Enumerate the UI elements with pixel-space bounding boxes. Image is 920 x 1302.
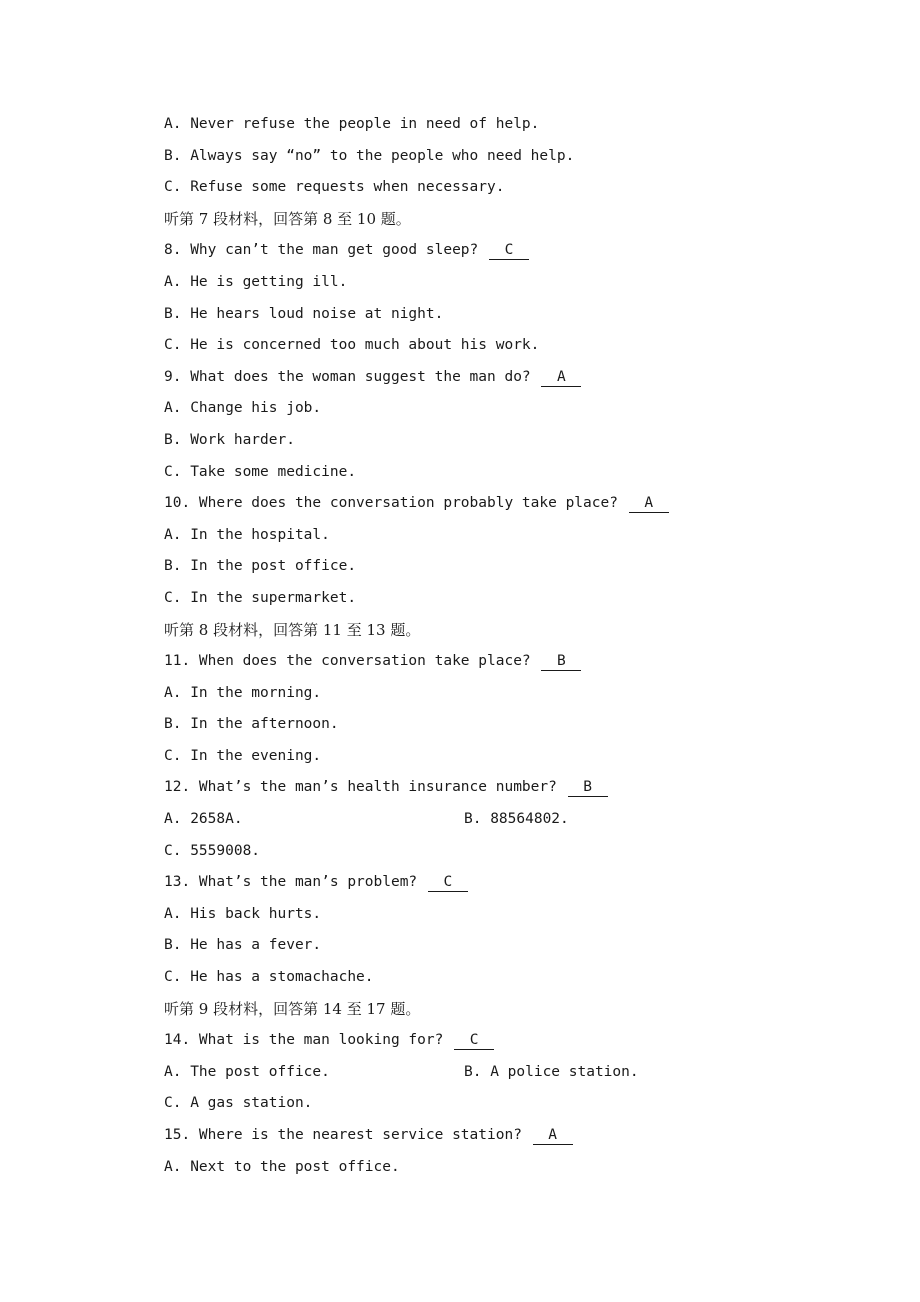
question-list — [164, 109, 804, 1183]
question-line — [164, 646, 804, 678]
question-line — [164, 362, 804, 394]
answer-blank: C — [428, 873, 468, 892]
answer-blank: B — [568, 778, 608, 797]
option-line: C. He has a stomachache. — [164, 969, 374, 986]
question-text: 12. What’s the man’s health insurance number? — [164, 779, 557, 796]
answer-blank: A — [533, 1126, 573, 1145]
option-line: C. A gas station. — [164, 1095, 313, 1112]
option-line: B. Always say “no” to the people who need help. — [164, 147, 575, 164]
answer-blank: C — [489, 241, 529, 260]
option-line: A. Never refuse the people in need of help. — [164, 116, 540, 132]
option-line: C. Refuse some requests when necessary. — [164, 179, 505, 196]
option-line: B. He hears loud noise at night. — [164, 305, 444, 322]
question-text: 11. When does the conversation take place? — [164, 653, 531, 670]
option-text: A. The post office. — [164, 1063, 330, 1080]
section-heading: 听第 9 段材料，回答第 14 至 17 题。 — [164, 999, 421, 1018]
option-line: A. His back hurts. — [164, 905, 322, 922]
option-line: A. In the hospital. — [164, 526, 330, 543]
question-line — [164, 867, 804, 899]
option-line: A. Next to the post office. — [164, 1158, 400, 1175]
question-line — [164, 772, 804, 804]
option-line: A. In the morning. — [164, 684, 322, 701]
section-heading: 听第 8 段材料，回答第 11 至 13 题。 — [164, 620, 421, 639]
option-row — [164, 804, 804, 836]
option-line: B. In the afternoon. — [164, 716, 339, 733]
option-line: A. Change his job. — [164, 400, 322, 417]
option-line: C. In the supermarket. — [164, 589, 357, 606]
question-text: 9. What does the woman suggest the man do? — [164, 368, 531, 385]
option-text: B. A police station. — [464, 1063, 639, 1080]
option-line: B. Work harder. — [164, 431, 295, 448]
option-line: C. He is concerned too much about his work. — [164, 337, 540, 354]
option-text: B. 88564802. — [464, 811, 569, 828]
question-text: 10. Where does the conversation probably take place? — [164, 495, 618, 512]
answer-blank: A — [541, 368, 581, 387]
option-text: A. 2658A. — [164, 811, 243, 828]
question-line — [164, 1120, 804, 1152]
option-line: C. In the evening. — [164, 747, 322, 764]
question-text: 13. What’s the man’s problem? — [164, 874, 418, 891]
answer-blank: C — [454, 1031, 494, 1050]
question-line — [164, 1025, 804, 1057]
option-line: B. In the post office. — [164, 558, 357, 575]
question-line — [164, 235, 804, 267]
option-row — [164, 1057, 804, 1089]
question-text: 15. Where is the nearest service station? — [164, 1127, 522, 1143]
answer-blank: B — [541, 652, 581, 671]
question-text: 8. Why can’t the man get good sleep? — [164, 242, 479, 259]
option-line: C. Take some medicine. — [164, 463, 357, 480]
answer-blank: A — [629, 494, 669, 513]
option-line: A. He is getting ill. — [164, 273, 348, 290]
option-line: B. He has a fever. — [164, 937, 322, 954]
question-text: 14. What is the man looking for? — [164, 1032, 444, 1049]
question-line — [164, 488, 804, 520]
option-line: C. 5559008. — [164, 842, 261, 859]
section-heading: 听第 7 段材料，回答第 8 至 10 题。 — [164, 209, 411, 228]
